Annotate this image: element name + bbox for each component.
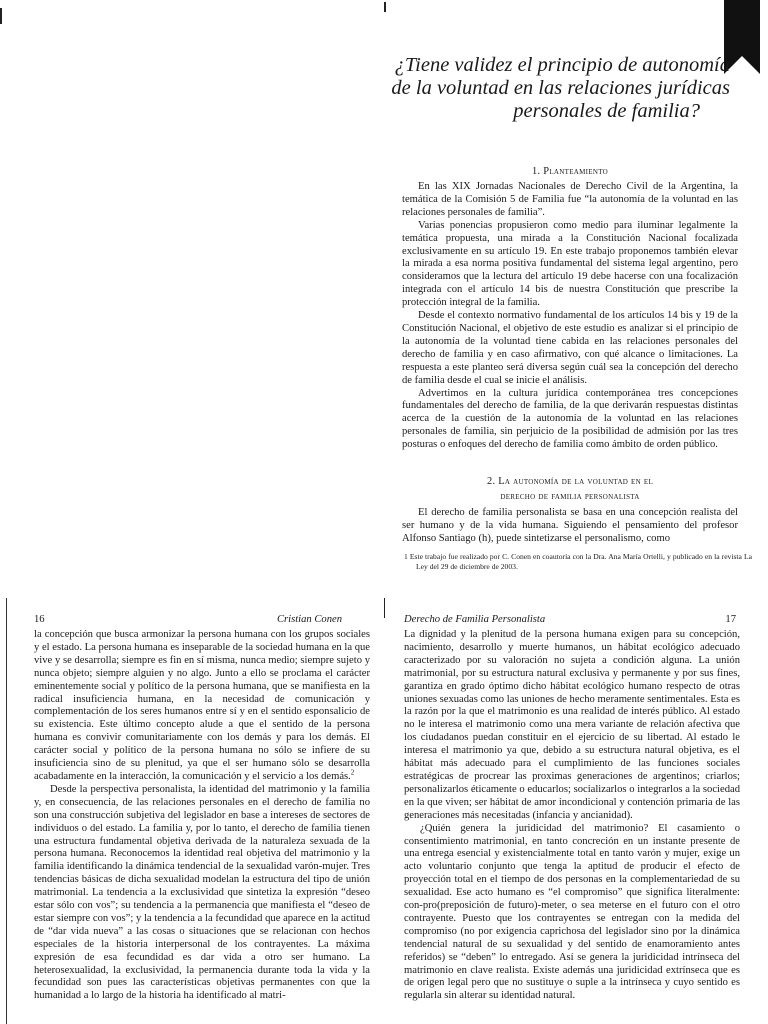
left-page-body — [34, 629, 370, 1003]
paragraph: Desde la perspectiva personalista, la identidad del matrimonio y la familia y, en consecuencia, de las relaciones personales en el derecho de familia no son una construcción subjetiva del legislador en base a intereses de sectores de individuos o del estado. La familia y, por lo tanto, el derecho de familia tienen una estructura fundamental objetiva derivada de la naturaleza sexuada de la persona humana. Reconocemos la identidad real objetiva del matrimonio y la familia identificando la dinámica tendencial de la sexualidad varón-mujer. Tres tendencias básicas de dicha sexualidad modelan la estructura del tipo de unión matrimonial. La tendencia a la exclusividad que sintetiza la expresión “deseo estar sólo con vos”; su tendencia a la permanencia que manifiesta el “deseo de estar siempre con vos”; y la tendencia a la fecundidad que aparece en la actitud de “dar vida nueva” a las cosas o situaciones que se relacionan con hechos especiales de la historia interpersonal de los contrayentes. La máxima expresión de esa fecundidad es dar vida a otro ser humano. La heterosexualidad, la exclusividad, la permanencia durante toda la vida y la fecundidad son pues las características objetivas permanentes con que la humanidad a lo largo de la historia ha identificado al matri- — [34, 783, 370, 1002]
page-edge — [6, 598, 7, 1024]
right-page-number: 17 — [725, 614, 736, 625]
paragraph: La dignidad y la plenitud de la persona humana exigen para su concepción, nacimiento, desarrollo y muerte humanos, un hábitat ecológico adecuado caracterizado por su valoración no sujeta a condición alguna. La unión matrimonial, por su estructura natural exclusiva y permanente y por sus fines, garantiza en grado óptimo dicho hábitat ecológico humano respecto de otras uniones sexuadas como las uniones de hecho meramente sentimentales. Esta es la razón por la que el matrimonio es una realidad de interés público. Al estado no le interesa el matrimonio como una mera variante de relación afectiva que los ciudadanos puedan constituir en el ejercicio de su libertad. Al estado le interesa el matrimonio ya que, debido a su estructura natural objetiva, es el hábitat más adecuado para el cumplimiento de las funciones sociales estratégicas de procrear las proximas generaciones de argentinos; criarlos; personalizarlos éticamente o educarlos; socializarlos o integrarlos a la sociedad en la que viven; ser hábitat de amor incondicional y contención primaria de las generaciones más necesitadas (infancia y ancianidad). — [404, 629, 740, 821]
left-running-head: Cristian Conen — [276, 614, 342, 625]
section-1-body — [402, 181, 738, 452]
bookmark-ribbon-icon — [724, 0, 760, 56]
center-tick-mark — [384, 2, 386, 12]
paragraph: El derecho de familia personalista se basa en una concepción realista del ser humano y de la vida humana. Siguiendo el pensamiento del profesor Alfonso Santiago (h), puede sintetizarse el personalismo, como — [402, 507, 738, 544]
section-2-heading-line-2: derecho de familia personalista — [500, 491, 640, 502]
footnote-ref: 2 — [350, 768, 355, 777]
chapter-title-line-1: ¿Tiene validez el principio de autonomía — [394, 54, 730, 76]
section-1-heading: 1. Planteamiento — [531, 166, 609, 177]
section-2-body — [402, 507, 738, 546]
right-running-head: Derecho de Familia Personalista — [404, 614, 546, 625]
chapter-title-line-3: personales de familia? — [513, 100, 700, 122]
section-2-heading — [402, 474, 738, 504]
right-page-body — [404, 629, 740, 1003]
gutter-mark — [384, 598, 385, 618]
paragraph: Varias ponencias propusieron como medio para iluminar legalmente la temática propuesta, una mirada a la Constitución Nacional focalizada exclusivamente en su artículo 19. En este trabajo proponemos también elevar la mirada a esa norma positiva fundamental del sistema legal argentino, pero consideramos que la lectura del artículo 19 debe hacerse con una focalización integrada con el artículo 14 bis de nuestra Constitución que prescribe la protección integral de la familia. — [402, 219, 738, 309]
footnote: 1 Este trabajo fue realizado por C. Conen en coautoría con la Dra. Ana María Ortelli, y publicado en la revista La Ley del 29 de diciembre de 2003. — [404, 552, 752, 571]
left-page-number: 16 — [34, 614, 45, 625]
section-2-heading-line-1: 2. La autonomía de la voluntad en el — [486, 476, 654, 487]
chapter-title-line-2: de la voluntad en las relaciones jurídicas — [391, 77, 730, 99]
paragraph: la concepción que busca armonizar la persona humana con los grupos sociales y el estado. La persona humana es inseparable de la sociedad humana en la que vive y se desarrolla; siempre es fin en sí misma, nunca medio; siempre sujeto y nunca objeto; siempre alguien y no algo. Junto a ello se proclama el carácter eminentemente social y político de la persona humana, que se manifiesta en la radical insuficiencia humana, en la necesidad de comunicación y complementación de los seres humanos entre sí y en el sentido esponsalicio de su existencia. Este último concepto alude a que el sentido de la persona humana es convivir comunitariamente con los demás y para los demás. El carácter social y político de la persona humana no sólo se infiere de su insuficiencia sino de su plenitud, ya que el ser humano sólo se desarrolla acabadamente en la interacción, la comunicación y el servicio a los demás.$^2$ — [34, 629, 370, 782]
paragraph: ¿Quién genera la juridicidad del matrimonio? El casamiento o consentimiento matrimonial, en tanto concreción en un instante presente de una entrega esencial y existencialmente total en tanto varón y mujer, exige un acto voluntario conjunto que tenga la aptitud de producir el efecto de proyección total en el tiempo de dos personas en la complementariedad de su sexualidad. Ese acto humano es “el compromiso” que significa literalmente: con-pro(preposición de futuro)-meter, o sea meterse en el futuro con el otro contrayente. Puesto que los contrayentes se entregan con la medida del compromiso (no por exigencia caprichosa del legislador sino por la dinámica tendencial natural de su sexualidad y del sentido de enamoramiento antes referidos) se “deben” lo entregado. Así se genera la juridicidad intrínseca del matrimonio en clave realista. Existe además una juridicidad extrínseca que es de origen legal pero que no sustituye o suple a la intrínseca y cuyo sentido es regularla sin alterar su identidad natural. — [404, 822, 740, 1002]
chapter-title — [390, 54, 730, 123]
bottom-spread — [0, 598, 768, 1024]
paragraph: En las XIX Jornadas Nacionales de Derecho Civil de la Argentina, la temática de la Comisión 5 de Familia fue “la autonomía de la voluntad en las relaciones personales de familia”. — [402, 181, 738, 218]
crop-mark — [0, 8, 2, 24]
paragraph: Advertimos en la cultura jurídica contemporánea tres concepciones fundamentales del derecho de familia, de la que derivarán respuestas distintas acerca de la cuestión de la autonomía de la voluntad en las relaciones personales de familia, sin perjuicio de la posibilidad de admisión por las tres posturas o enfoques del derecho de familia como ámbito de orden público. — [402, 387, 738, 451]
paragraph: Desde el contexto normativo fundamental de los artículos 14 bis y 19 de la Constitución Nacional, el objetivo de este estudio es analizar si el principio de la autonomía de la voluntad tiene cabida en las relaciones personales del derecho de familia y en caso afirmativo, con qué alcance o limitaciones. La respuesta a este planteo será diversa según cuál sea la concepción del derecho de familia desde el cual se inicie el análisis. — [402, 310, 738, 386]
